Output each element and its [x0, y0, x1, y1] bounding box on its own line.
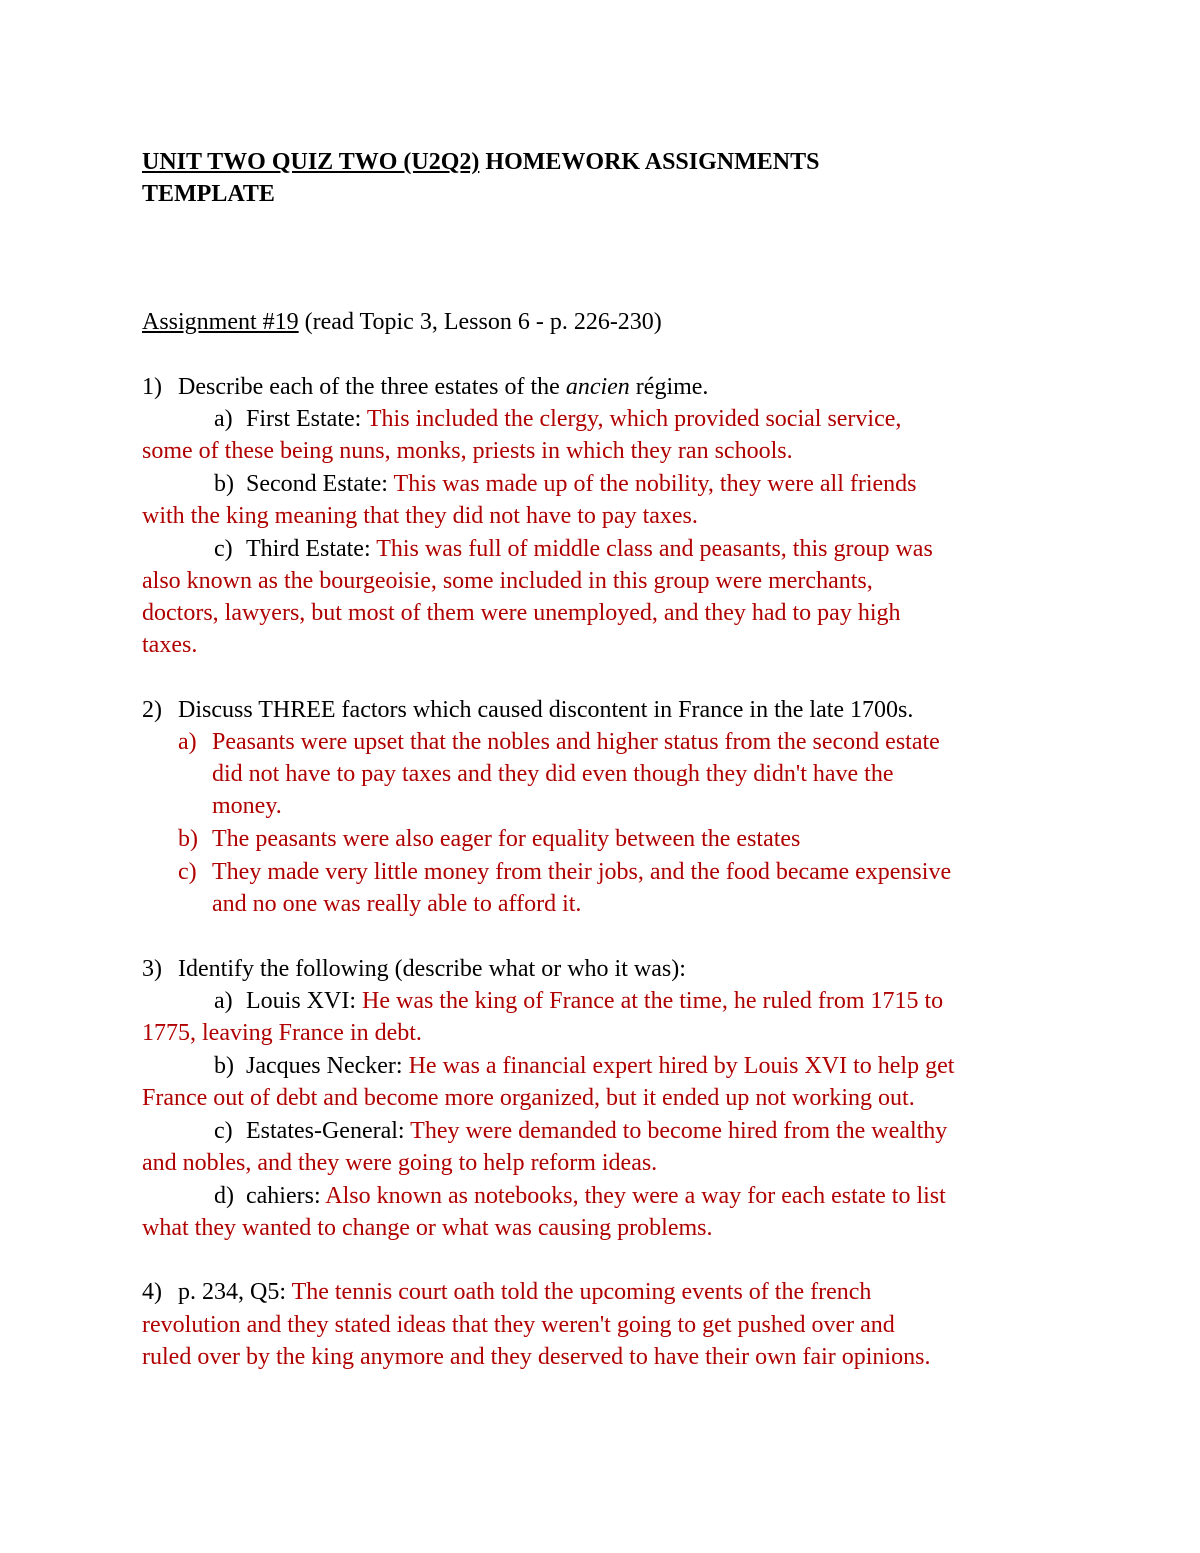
q3-prompt: 3) Identify the following (describe what or who it was): — [142, 953, 686, 985]
q2-item-a-cont: did not have to pay taxes and they did even though they didn't have the — [212, 761, 894, 787]
q3-item-b-label: Jacques Necker: — [246, 1053, 403, 1079]
q3-item-a-answer: He was the king of France at the time, he ruled from 1715 to — [356, 988, 944, 1014]
q2-prompt: 2) Discuss THREE factors which caused discontent in France in the late 1700s. — [142, 694, 913, 726]
q3-item-c-label: Estates-General: — [246, 1118, 405, 1144]
q2-item-a: a) Peasants were upset that the nobles and higher status from the second estate — [178, 729, 940, 755]
q2-item-b: b) The peasants were also eager for equality between the estates — [178, 826, 801, 852]
document-title — [142, 146, 819, 178]
q3-item-a: a) Louis XVI: He was the king of France at the time, he ruled from 1715 to — [214, 988, 944, 1014]
assignment-note: (read Topic 3, Lesson 6 - p. 226-230) — [298, 309, 662, 335]
q3-item-b: b) Jacques Necker: He was a financial expert hired by Louis XVI to help get — [214, 1053, 955, 1079]
assignment-label: Assignment #19 — [142, 309, 299, 335]
q3-item-b-answer: He was a financial expert hired by Louis XVI to help get — [402, 1053, 955, 1079]
assignment-heading — [142, 306, 662, 338]
q3-item-c-answer-cont: and nobles, and they were going to help reform ideas. — [142, 1150, 658, 1176]
q4-prompt — [142, 1276, 871, 1308]
q1-item-c-answer-cont: also known as the bourgeoisie, some included in this group were merchants, — [142, 568, 873, 594]
q3-item-d-answer-cont: what they wanted to change or what was causing problems. — [142, 1215, 713, 1241]
q2-item-c-cont: and no one was really able to afford it. — [212, 891, 582, 917]
q1-item-c-answer-cont: taxes. — [142, 632, 198, 658]
q1-number: 1) — [142, 374, 162, 400]
q3-item-d: d) cahiers: Also known as notebooks, they were a way for each estate to list — [214, 1183, 946, 1209]
q1-item-a-label: First Estate: — [246, 406, 362, 432]
q2-number: 2) — [142, 697, 162, 723]
q3-item-b-answer-cont: France out of debt and become more organized, but it ended up not working out. — [142, 1085, 915, 1111]
q3-item-c: c) Estates-General: They were demanded to become hired from the wealthy — [214, 1118, 948, 1144]
q4-answer: The tennis court oath told the upcoming events of the french — [286, 1279, 872, 1305]
document-title-line2: TEMPLATE — [142, 181, 275, 207]
q3-item-a-label: Louis XVI: — [246, 988, 356, 1014]
q4-answer-cont: revolution and they stated ideas that they weren't going to get pushed over and — [142, 1312, 895, 1338]
q4-number: 4) — [142, 1279, 162, 1305]
q2-item-a-cont: money. — [212, 793, 282, 819]
title-underlined: UNIT TWO QUIZ TWO (U2Q2) — [142, 149, 480, 175]
q1-item-c: c) Third Estate: This was full of middle class and peasants, this group was — [214, 536, 933, 562]
ancien-italic: ancien — [565, 374, 630, 400]
title-rest: HOMEWORK ASSIGNMENTS — [479, 149, 820, 175]
q4-label: p. 234, Q5: — [178, 1279, 286, 1305]
q1-item-a-answer: This included the clergy, which provided social service, — [361, 406, 902, 432]
q4-answer-cont: ruled over by the king anymore and they deserved to have their own fair opinions. — [142, 1344, 931, 1370]
q1-item-b-answer: This was made up of the nobility, they were all friends — [387, 471, 917, 497]
q1-item-a: a) First Estate: This included the clergy, which provided social service, — [214, 406, 902, 432]
q1-item-b-label: Second Estate: — [246, 471, 388, 497]
q2-item-c: c) They made very little money from their jobs, and the food became expensive — [178, 859, 952, 885]
q1-item-c-answer: This was full of middle class and peasants, this group was — [370, 536, 933, 562]
q3-item-c-answer: They were demanded to become hired from the wealthy — [404, 1118, 948, 1144]
q3-number: 3) — [142, 956, 162, 982]
q3-item-d-answer: Also known as notebooks, they were a way for each estate to list — [320, 1183, 946, 1209]
q1-item-b: b) Second Estate: This was made up of the nobility, they were all friends — [214, 471, 917, 497]
q1-item-c-label: Third Estate: — [246, 536, 371, 562]
q1-prompt: 1) Describe each of the three estates of the ancien régime. — [142, 371, 708, 403]
q3-item-a-answer-cont: 1775, leaving France in debt. — [142, 1020, 422, 1046]
q1-item-a-answer-cont: some of these being nuns, monks, priests in which they ran schools. — [142, 438, 793, 464]
q1-item-b-answer-cont: with the king meaning that they did not have to pay taxes. — [142, 503, 698, 529]
q3-item-d-label: cahiers: — [246, 1183, 321, 1209]
q1-item-c-answer-cont: doctors, lawyers, but most of them were unemployed, and they had to pay high — [142, 600, 901, 626]
